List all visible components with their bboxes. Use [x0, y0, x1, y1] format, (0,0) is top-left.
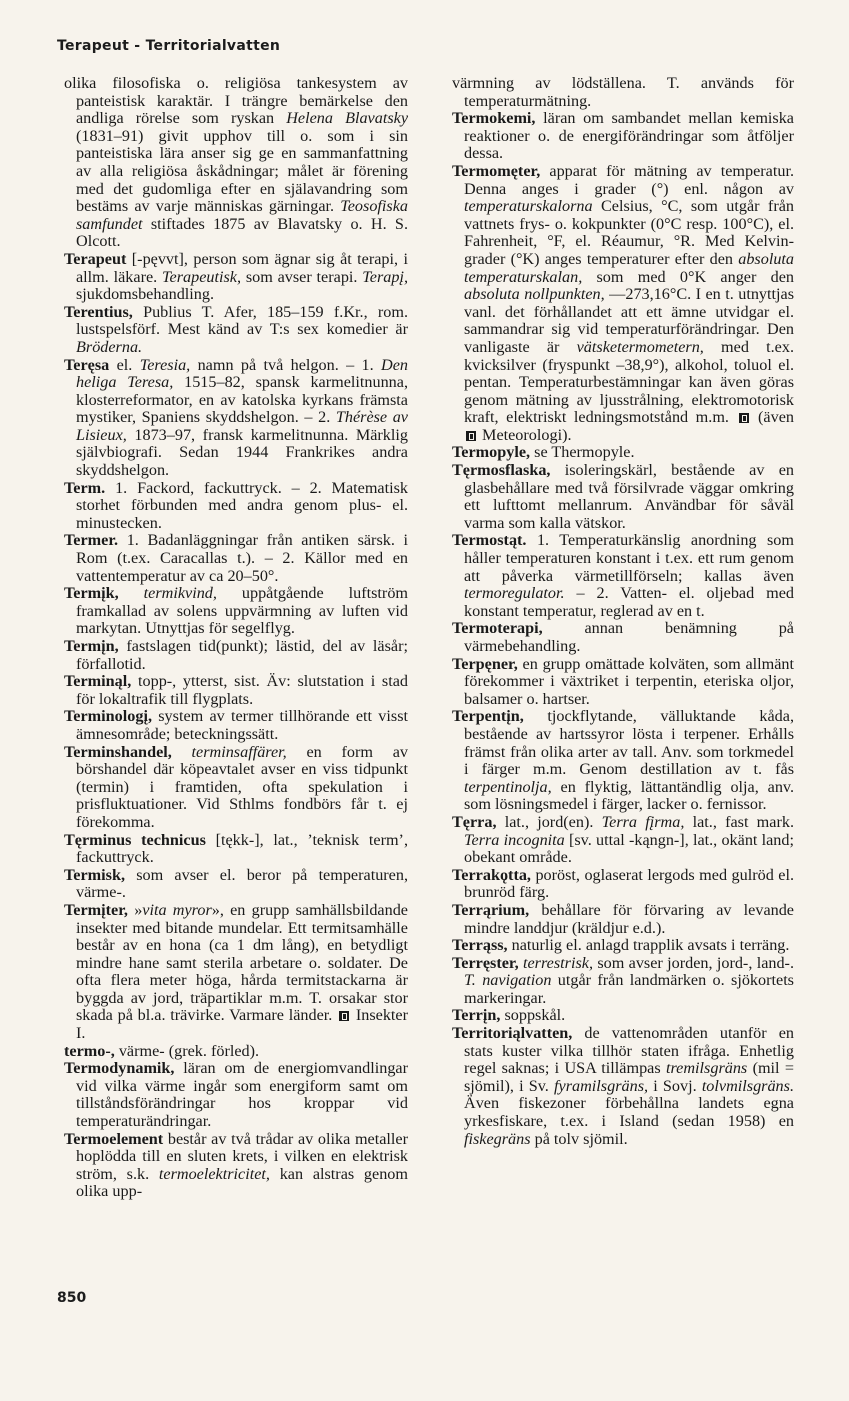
entry-text: läran om de energiomvandlingar vid vilka värme ingår som energiform samt om tillståndsförändringar hos kroppar vid temperaturändringar. [76, 1059, 408, 1131]
italic-term: Terapį, [362, 267, 408, 286]
italic-term: Helena Blavatsky [286, 109, 409, 128]
italic-term: terpentinolja, [464, 777, 552, 796]
entry-text: topp-, ytterst, sist. Äv: slutstation i stad för lokaltrafik till flygplats. [76, 672, 408, 708]
entry-terpentin [452, 708, 794, 814]
entry-text: med t.ex. kvicksilver (fryspunkt –38,9°), alkohol, toluol el. pentan. Temperaturbestämningar kan även göras genom mätning av ljusstrålning, elektromotorisk kraft, elektriskt ledningsmotstånd m.m. [464, 337, 794, 427]
italic-term: Den heliga Teresa, [76, 355, 409, 392]
italic-term: Teosofiska samfundet [76, 197, 408, 233]
entry-teosofi-cont [64, 75, 408, 251]
headword: Termisk, [64, 865, 126, 884]
entry-text: namn på två helgon. – 1. [190, 355, 382, 374]
entry-text: i Sovj. [648, 1076, 702, 1095]
entry-terrarium [452, 902, 794, 937]
entry-terminus [64, 832, 408, 867]
entry-text: », en grupp samhällsbildande insekter med bitande mundelar. Ett termitsamhälle består av en hona (ca 1 dm lång), en betydligt mindre hane samt sterila arbetare o. soldater. De ofta flera meter höga, hårda termitstackarna är byggda av jord, träpartiklar m.m. T. orsakar stor skada på bl.a. trävirke. Varmare länder. [76, 900, 408, 1025]
entry-termo [64, 1043, 408, 1061]
entry-terentius [64, 304, 408, 357]
cross-reference-icon [739, 413, 749, 423]
headword: Terminologį, [64, 707, 152, 726]
headword: Termįter, [64, 900, 128, 919]
entry-termoterapi [452, 620, 794, 655]
entry-terrin [452, 1007, 794, 1025]
entry-text: 1. Fackord, fackuttryck. – 2. Matematisk storhet förbunden med andra genom plus- el. minustecken. [76, 478, 408, 532]
headword: Terminąl, [64, 672, 132, 691]
entry-text: [tękk-], lat., ’teknisk term’, fackuttryck. [76, 830, 408, 867]
entry-text: —273,16°C. I en t. utnyttjas vanl. det förhållandet att ett ämne utvidgar el. sammandrar sig vid temperaturförändringar. Den vanligaste är [464, 285, 794, 356]
headword: Termodynamik, [64, 1059, 175, 1078]
entry-text: lat., fast mark. [684, 812, 794, 831]
entry-termoelement-cont [452, 75, 794, 110]
entry-termometer [452, 163, 794, 445]
entry-termosflaska [452, 462, 794, 532]
entry-text: stiftades 1875 av Blavatsky o. H. S. Olcott. [76, 214, 408, 251]
headword: Terrąss, [452, 936, 508, 955]
italic-term: Bröderna. [76, 337, 143, 356]
entry-text: se Thermopyle. [530, 443, 635, 462]
entry-territorialvatten [452, 1025, 794, 1148]
italic-term: fiskegräns [464, 1129, 531, 1148]
headword: Termoelement [64, 1129, 164, 1148]
italic-term: termikvind, [143, 584, 217, 603]
entry-text: tjockflytande, välluktande kåda, bestående av hartssyror lösta i terpener. Erhålls främst från olika arter av tall. Anv. som torkmedel i färger m.m. Genom destillation av t. fås [464, 707, 794, 779]
headword: Termįk, [64, 584, 119, 603]
entry-term [64, 480, 408, 533]
headword: Termomęter, [452, 161, 541, 180]
headword: Tęrmosflaska, [452, 461, 551, 480]
entry-text: kan alstras genom olika upp- [76, 1164, 408, 1201]
running-head: Terapeut - Territorialvatten [57, 38, 281, 54]
entry-text: sjukdomsbehandling. [76, 285, 215, 304]
entry-terrakotta [452, 867, 794, 902]
italic-term: terrestrisk, [523, 953, 593, 972]
right-column [452, 75, 794, 1148]
entry-text: behållare för förvaring av levande mindre landdjur (kräldjur e.d.). [464, 900, 794, 937]
page-number: 850 [57, 1290, 87, 1306]
italic-term: termoelektricitet, [158, 1164, 270, 1183]
entry-text: poröst, oglaserat lergods med gulröd el. brunröd färg. [464, 865, 794, 902]
italic-term: tremilsgräns [665, 1059, 748, 1078]
italic-term: fyramilsgräns, [554, 1076, 649, 1095]
italic-term: tolvmilsgräns. [701, 1076, 794, 1095]
entry-terrass [452, 937, 794, 955]
entry-text: olika filosofiska o. religiösa tankesystem av panteistisk karaktär. I trängre bemärkelse den andliga rörelse som ryskan [64, 74, 408, 128]
entry-termer [64, 532, 408, 585]
entry-terminshandel [64, 744, 408, 832]
entry-text: 1. Badanläggningar från antiken särsk. i Rom (t.ex. Caracallas t.). – 2. Källor med en vattentemperatur av ca 20–50°. [76, 531, 408, 585]
entry-text: som avser jorden, jord-, land-. [593, 953, 794, 972]
entry-text: 1873–97, fransk karmelitnunna. Märklig självbiografi. Sedan 1944 Frankrikes andra skyddshelgon. [76, 425, 408, 480]
entry-text [172, 743, 192, 761]
entry-terminologi [64, 708, 408, 743]
entry-text: [sv. uttal -kąngn-], lat., okänt land; obekant område. [464, 830, 794, 867]
headword: Tęrra, [452, 812, 497, 831]
headword: Territoriąlvatten, [452, 1024, 573, 1043]
entry-text: (1831–91) givit upphov till o. som i sin panteistiska lära anser sig ge en sammanfattning av alla religiösa åskådningar; målet är förening med det gudomliga efter en själavandring som bestäms av varje människas gärningar. [76, 126, 408, 216]
entry-text: (även [750, 408, 794, 427]
entry-text: 1515–82, spansk karmelitnunna, klosterreformator, en av katolska kyrkans främsta mystiker, Spaniens skyddshelgon. – 2. [76, 373, 408, 427]
entry-text: Insekter I. [76, 1006, 408, 1043]
left-column [64, 75, 408, 1201]
italic-term: temperaturskalorna [464, 197, 593, 216]
entry-text: fastslagen tid(punkt); lästid, del av läsår; förfallotid. [76, 637, 408, 673]
italic-term: Thérèse av Lisieux, [76, 408, 408, 444]
italic-term: Teresia, [139, 355, 191, 374]
headword: Terręster, [452, 953, 519, 972]
entry-text: värme- (grek. förled). [114, 1041, 260, 1060]
entry-text: består av två trådar av olika metaller hoplödda till en sluten krets, i vilken en elektrisk ström, s.k. [76, 1129, 408, 1183]
headword: Termįn, [64, 637, 119, 655]
entry-text: som avser el. beror på temperaturen, värme-. [76, 865, 408, 902]
entry-text: annan benämning på värmebehandling. [464, 619, 794, 655]
italic-term: Terra incognita [464, 830, 565, 849]
entry-text: utgår från landmärken o. sjökortets markeringar. [464, 971, 794, 1007]
headword: Terapeut [64, 249, 127, 268]
entry-termin [64, 638, 408, 673]
entry-text: en grupp omättade kolväten, som allmänt förekommer i växtriket i terpentin, eteriska oljor, balsamer o. hartser. [464, 654, 794, 708]
headword: Termokemi, [452, 109, 536, 128]
entry-termik [64, 585, 408, 638]
entry-text: – 2. Vatten- el. oljebad med konstant temperatur, reglerad av en t. [464, 584, 794, 620]
italic-term: Terra fįrma, [601, 812, 685, 831]
entry-terrester [452, 955, 794, 1008]
headword: termo-, [64, 1041, 115, 1060]
italic-term: T. navigation [464, 971, 552, 990]
headword: Termostąt. [452, 531, 527, 550]
headword: Termer. [64, 531, 119, 550]
entry-text: på tolv sjömil. [530, 1129, 628, 1148]
entry-text: 1. Temperaturkänslig anordning som håller temperaturen konstant i t.ex. ett rum genom att påverka värmetillförseln; kallas även [464, 531, 794, 585]
headword: Terrįn, [452, 1006, 501, 1025]
italic-term: vita myror [142, 900, 212, 919]
entry-termodynamik [64, 1060, 408, 1130]
headword: Terminshandel, [64, 742, 172, 761]
italic-term: Terapeutisk, [162, 267, 242, 286]
entry-text: isoleringskärl, bestående av en glasbehållare med två försilvrade väggar omkring ett lufttomt mellanrum. Användbar för såväl varma som kalla vätskor. [464, 461, 794, 532]
entry-terapeut [64, 251, 408, 304]
entry-termoelement [64, 1131, 408, 1201]
entry-text: som avser terapi. [241, 267, 363, 286]
headword: Termopyle, [452, 443, 531, 462]
italic-term: vätsketermometern, [576, 337, 704, 356]
entry-termostat [452, 532, 794, 620]
entry-termiter [64, 902, 408, 1043]
entry-text: uppåtgående luftström framkallad av solens uppvärmning av luften vid markytan. Utnyttjas för segelflyg. [76, 584, 408, 638]
entry-text: läran om sambandet mellan kemiska reaktioner o. de energiförändringar som åtföljer dessa. [464, 109, 794, 163]
headword: Term. [64, 478, 106, 497]
entry-text: en flyktig, lättantändlig olja, anv. som lösningsmedel i färger, lacker o. fernissor. [464, 777, 794, 814]
entry-text: [-pęvvt], person som ägnar sig åt terapi, i allm. läkare. [76, 249, 408, 286]
headword: Terpęner, [452, 654, 518, 673]
italic-term: absoluta nollpunkten, [464, 285, 605, 304]
entry-text: lat., jord(en). [496, 812, 602, 831]
entry-termisk [64, 867, 408, 902]
entry-text: soppskål. [500, 1006, 566, 1025]
entry-termokemi [452, 110, 794, 163]
entry-text [119, 584, 144, 602]
cross-reference-icon [339, 1011, 349, 1021]
entry-text: apparat för mätning av temperatur. Denna anges i grader (°) enl. någon av [464, 161, 794, 198]
entry-terra [452, 814, 794, 867]
entry-text: Även fiskezoner förbehållna landets egna yrkesfiskare, t.ex. i Island (sedan 1958) en [464, 1094, 794, 1131]
entry-terpener [452, 656, 794, 709]
entry-text: en form av börshandel där köpeavtalet avser en viss tidpunkt (termin) i framtiden, ofta spekulation i prisfluktuationer. Vid Sthlms fondbörs får t. ej förekomma. [76, 742, 408, 831]
entry-termopyle [452, 444, 794, 462]
entry-teresa [64, 357, 408, 480]
italic-term: absoluta temperaturskalan, [464, 249, 794, 286]
entry-text: system av termer tillhörande ett visst ämnesområde; beteckningssätt. [76, 707, 408, 743]
italic-term: terminsaffärer, [191, 742, 287, 761]
entry-text: naturlig el. anlagd trapplik avsats i terräng. [507, 936, 790, 955]
headword: Tęrminus technicus [64, 830, 206, 849]
headword: Termoterapi, [452, 619, 543, 638]
entry-text: » [127, 900, 143, 919]
entry-text: de vattenområden utanför en stats kuster vilka tillhör staten ifråga. Enhetlig regel saknas; i USA tillämpas [464, 1024, 794, 1078]
entry-text: Celsius, °C, som utgår från vattnets frys- o. kokpunkter (0°C resp. 100°C), el. Fahrenheit, °F, el. Réaumur, °R. Med Kelvin-grader (°K) anges temperaturer efter den [464, 197, 794, 268]
headword: Terpentįn, [452, 707, 524, 726]
headword: Teręsa [64, 355, 110, 374]
entry-text: som med 0°K anger den [582, 267, 794, 286]
entry-text: värmning av lödställena. T. används för temperaturmätning. [452, 74, 794, 110]
entry-terminal [64, 673, 408, 708]
entry-text: (mil = sjömil), i Sv. [464, 1059, 794, 1095]
headword: Terrąrium, [452, 900, 530, 919]
cross-reference-icon [466, 431, 476, 441]
entry-text: el. [109, 355, 140, 374]
italic-term: termoregulator. [464, 584, 565, 603]
entry-text: Meteorologi). [478, 425, 572, 444]
headword: Terrakǫtta, [452, 865, 531, 884]
entry-text: Publius T. Afer, 185–159 f.Kr., rom. lustspelsförf. Mest känd av T:s sex komedier är [76, 302, 408, 339]
headword: Terentius, [64, 302, 133, 321]
